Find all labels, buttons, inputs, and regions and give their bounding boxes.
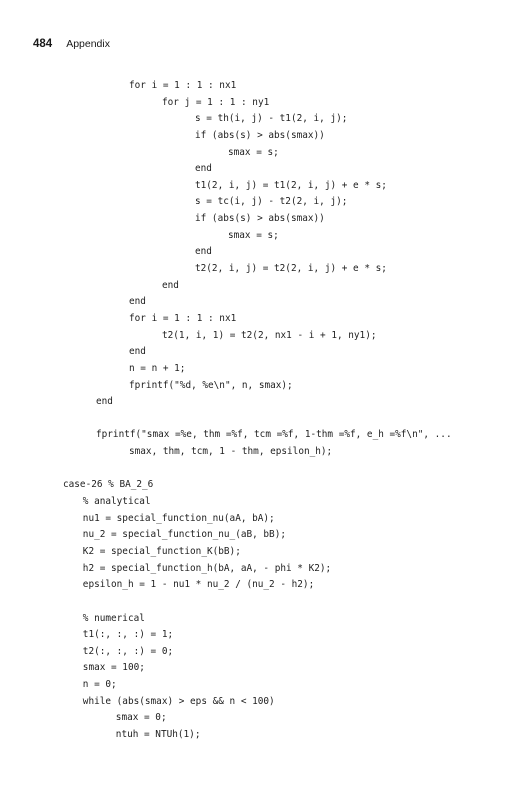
code-line: end (195, 246, 212, 258)
code-line: end (129, 296, 146, 308)
code-line: smax = s; (228, 229, 279, 241)
code-line: if (abs(s) > abs(smax)) (195, 129, 325, 141)
code-line: for i = 1 : 1 : nx1 (129, 80, 237, 91)
code-line: for j = 1 : 1 : ny1 (162, 96, 270, 108)
section-title: Appendix (66, 38, 110, 50)
code-line: end (195, 163, 212, 175)
code-line: t1(:, :, :) = 1; (82, 629, 174, 641)
code-line: fprintf("smax =%e, thm =%f, tcm =%f, 1-thm =%f, e_h =%f\n", ... (96, 429, 452, 441)
page-header (33, 38, 110, 50)
code-line: n = n + 1; (129, 362, 186, 374)
code-line: smax = 100; (82, 662, 145, 674)
code-line: s = th(i, j) - t1(2, i, j); (195, 113, 348, 125)
code-line: nu_2 = special_function_nu_(aB, bB); (82, 529, 286, 541)
code-line (0, 594, 531, 611)
code-line: end (162, 279, 179, 291)
code-line: fprintf("%d, %e\n", n, smax); (129, 379, 293, 391)
code-line: t2(2, i, j) = t2(2, i, j) + e * s; (195, 263, 387, 275)
code-line: t2(1, i, 1) = t2(2, nx1 - i + 1, ny1); (162, 329, 377, 341)
code-line: t2(:, :, :) = 0; (82, 645, 174, 657)
page-number: 484 (33, 38, 53, 50)
code-line: ntuh = NTUh(1); (115, 728, 201, 740)
code-line: n = 0; (82, 679, 117, 691)
code-line: t1(2, i, j) = t1(2, i, j) + e * s; (195, 179, 387, 191)
code-line: s = tc(i, j) - t2(2, i, j); (195, 196, 348, 208)
code-line: end (96, 396, 113, 408)
code-listing (0, 78, 531, 744)
code-line: h2 = special_function_h(bA, aA, - phi * K2); (82, 562, 332, 574)
code-line (0, 461, 531, 478)
code-line: if (abs(s) > abs(smax)) (195, 213, 325, 225)
code-line: case-26 % BA_2_6 (63, 479, 154, 491)
code-line: epsilon_h = 1 - nu1 * nu_2 / (nu_2 - h2); (82, 579, 315, 591)
code-line: while (abs(smax) > eps && n < 100) (82, 695, 275, 707)
code-line: for i = 1 : 1 : nx1 (129, 312, 237, 324)
code-line: % analytical (82, 496, 151, 508)
code-line: smax = s; (228, 146, 279, 158)
code-line (0, 411, 531, 428)
code-line: nu1 = special_function_nu(aA, bA); (82, 512, 275, 524)
code-line: smax, thm, tcm, 1 - thm, epsilon_h); (129, 446, 333, 458)
code-line: end (129, 346, 146, 358)
code-line: smax = 0; (115, 712, 167, 724)
code-line: K2 = special_function_K(bB); (82, 545, 241, 557)
code-line: % numerical (82, 612, 145, 624)
